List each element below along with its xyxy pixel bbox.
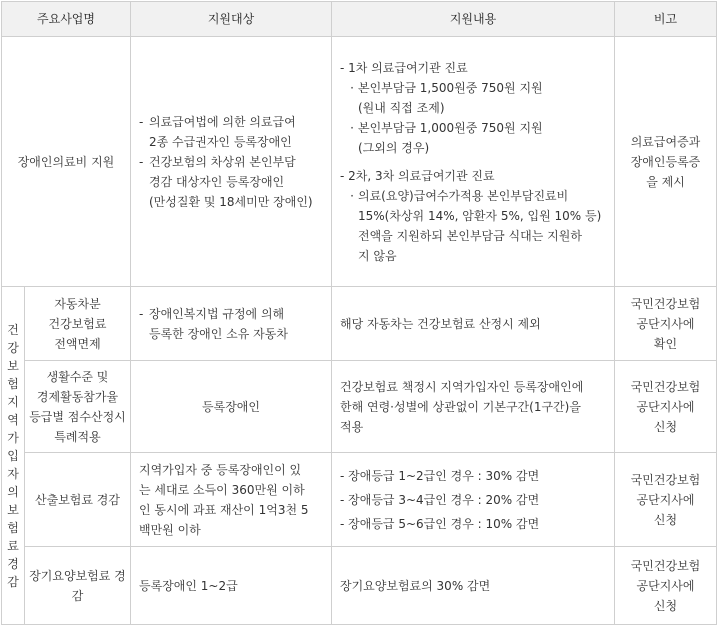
calc-name: 산출보험료 경감: [25, 453, 131, 547]
table-row-calc: [2, 453, 717, 547]
group-label-char: 건: [7, 322, 19, 337]
calc-target: 지역가입자 중 등록장애인이 있 는 세대로 소득이 360만원 이하 인 동시에 과표 재산이 1억3천 5 백만원 이하: [131, 453, 332, 547]
table-header-row: [2, 2, 717, 37]
ltc-target: 등록장애인 1~2급: [131, 547, 332, 625]
living-note: 국민건강보험 공단지사에 신청: [615, 361, 717, 453]
group-label-char: 험: [7, 376, 19, 391]
group-label-char: 료: [7, 538, 19, 553]
car-note: 국민건강보험 공단지사에 확인: [615, 287, 717, 361]
living-target: 등록장애인: [131, 361, 332, 453]
ltc-content: 장기요양보험료의 30% 감면: [332, 547, 615, 625]
header-program: 주요사업명: [2, 2, 131, 37]
car-content: 해당 자동차는 건강보험료 산정시 제외: [332, 287, 615, 361]
medical-note: 의료급여증과 장애인등록증 을 제시: [615, 37, 717, 287]
group-label-char: 감: [7, 574, 19, 589]
medical-target: [131, 37, 332, 287]
group-label-char: 경: [7, 556, 19, 571]
medical-target-item-2: - 건강보험의 차상위 본인부담 경감 대상자인 등록장애인 (만성질환 및 18세미만 장애인): [139, 154, 313, 209]
medical-name: 장애인의료비 지원: [2, 37, 131, 287]
ltc-note: 국민건강보험 공단지사에 신청: [615, 547, 717, 625]
medical-target-item-1: - 의료급여법에 의한 의료급여 2종 수급권자인 등록장애인: [139, 114, 296, 149]
group-label-char: 지: [7, 394, 19, 409]
calc-content: - 장애등급 1~2급인 경우 : 30% 감면 - 장애등급 3~4급인 경우 : 20% 감면 - 장애등급 5~6급인 경우 : 10% 감면: [332, 453, 615, 547]
medical-content: [332, 37, 615, 287]
group-label-char: 보: [7, 502, 19, 517]
group-label-char: 보: [7, 358, 19, 373]
header-target: 지원대상: [131, 2, 332, 37]
living-name: 생활수준 및 경제활동참가율 등급별 점수산정시 특례적용: [25, 361, 131, 453]
support-program-table: [1, 1, 717, 625]
header-content: 지원내용: [332, 2, 615, 37]
group-label-char: 가: [7, 430, 19, 445]
medical-second-title: - 2차, 3차 의료급여기관 진료: [340, 168, 495, 183]
group-label-char: 자: [7, 466, 19, 481]
car-name: 자동차분 건강보험료 전액면제: [25, 287, 131, 361]
group-label-vertical: [2, 287, 25, 625]
group-label-char: 강: [7, 340, 19, 355]
table-row-living: [2, 361, 717, 453]
ltc-name: 장기요양보험료 경 감: [25, 547, 131, 625]
group-label-char: 입: [7, 448, 19, 463]
group-label-char: 험: [7, 520, 19, 535]
medical-first-item-1: · 본인부담금 1,500원중 750원 지원 (원내 직접 조제): [350, 80, 543, 115]
table-row-medical: [2, 37, 717, 287]
group-label-char: 의: [7, 484, 19, 499]
table-row-car: [2, 287, 717, 361]
medical-second-item-1: · 의료(요양)급여수가적용 본인부담진료비 15%(차상위 14%, 암환자 5%, 입원 10% 등) 전액을 지원하되 본인부담금 식대는 지원하 지 않음: [350, 188, 602, 263]
group-label-char: 역: [7, 412, 19, 427]
table-row-ltc: [2, 547, 717, 625]
living-content: 건강보험료 책정시 지역가입자인 등록장애인에 한해 연령·성별에 상관없이 기본구간(1구간)을 적용: [332, 361, 615, 453]
car-target: - 장애인복지법 규정에 의해 등록한 장애인 소유 자동차: [131, 287, 332, 361]
medical-first-title: - 1차 의료급여기관 진료: [340, 60, 468, 75]
header-note: 비고: [615, 2, 717, 37]
calc-note: 국민건강보험 공단지사에 신청: [615, 453, 717, 547]
medical-first-item-2: · 본인부담금 1,000원중 750원 지원 (그외의 경우): [350, 120, 543, 155]
